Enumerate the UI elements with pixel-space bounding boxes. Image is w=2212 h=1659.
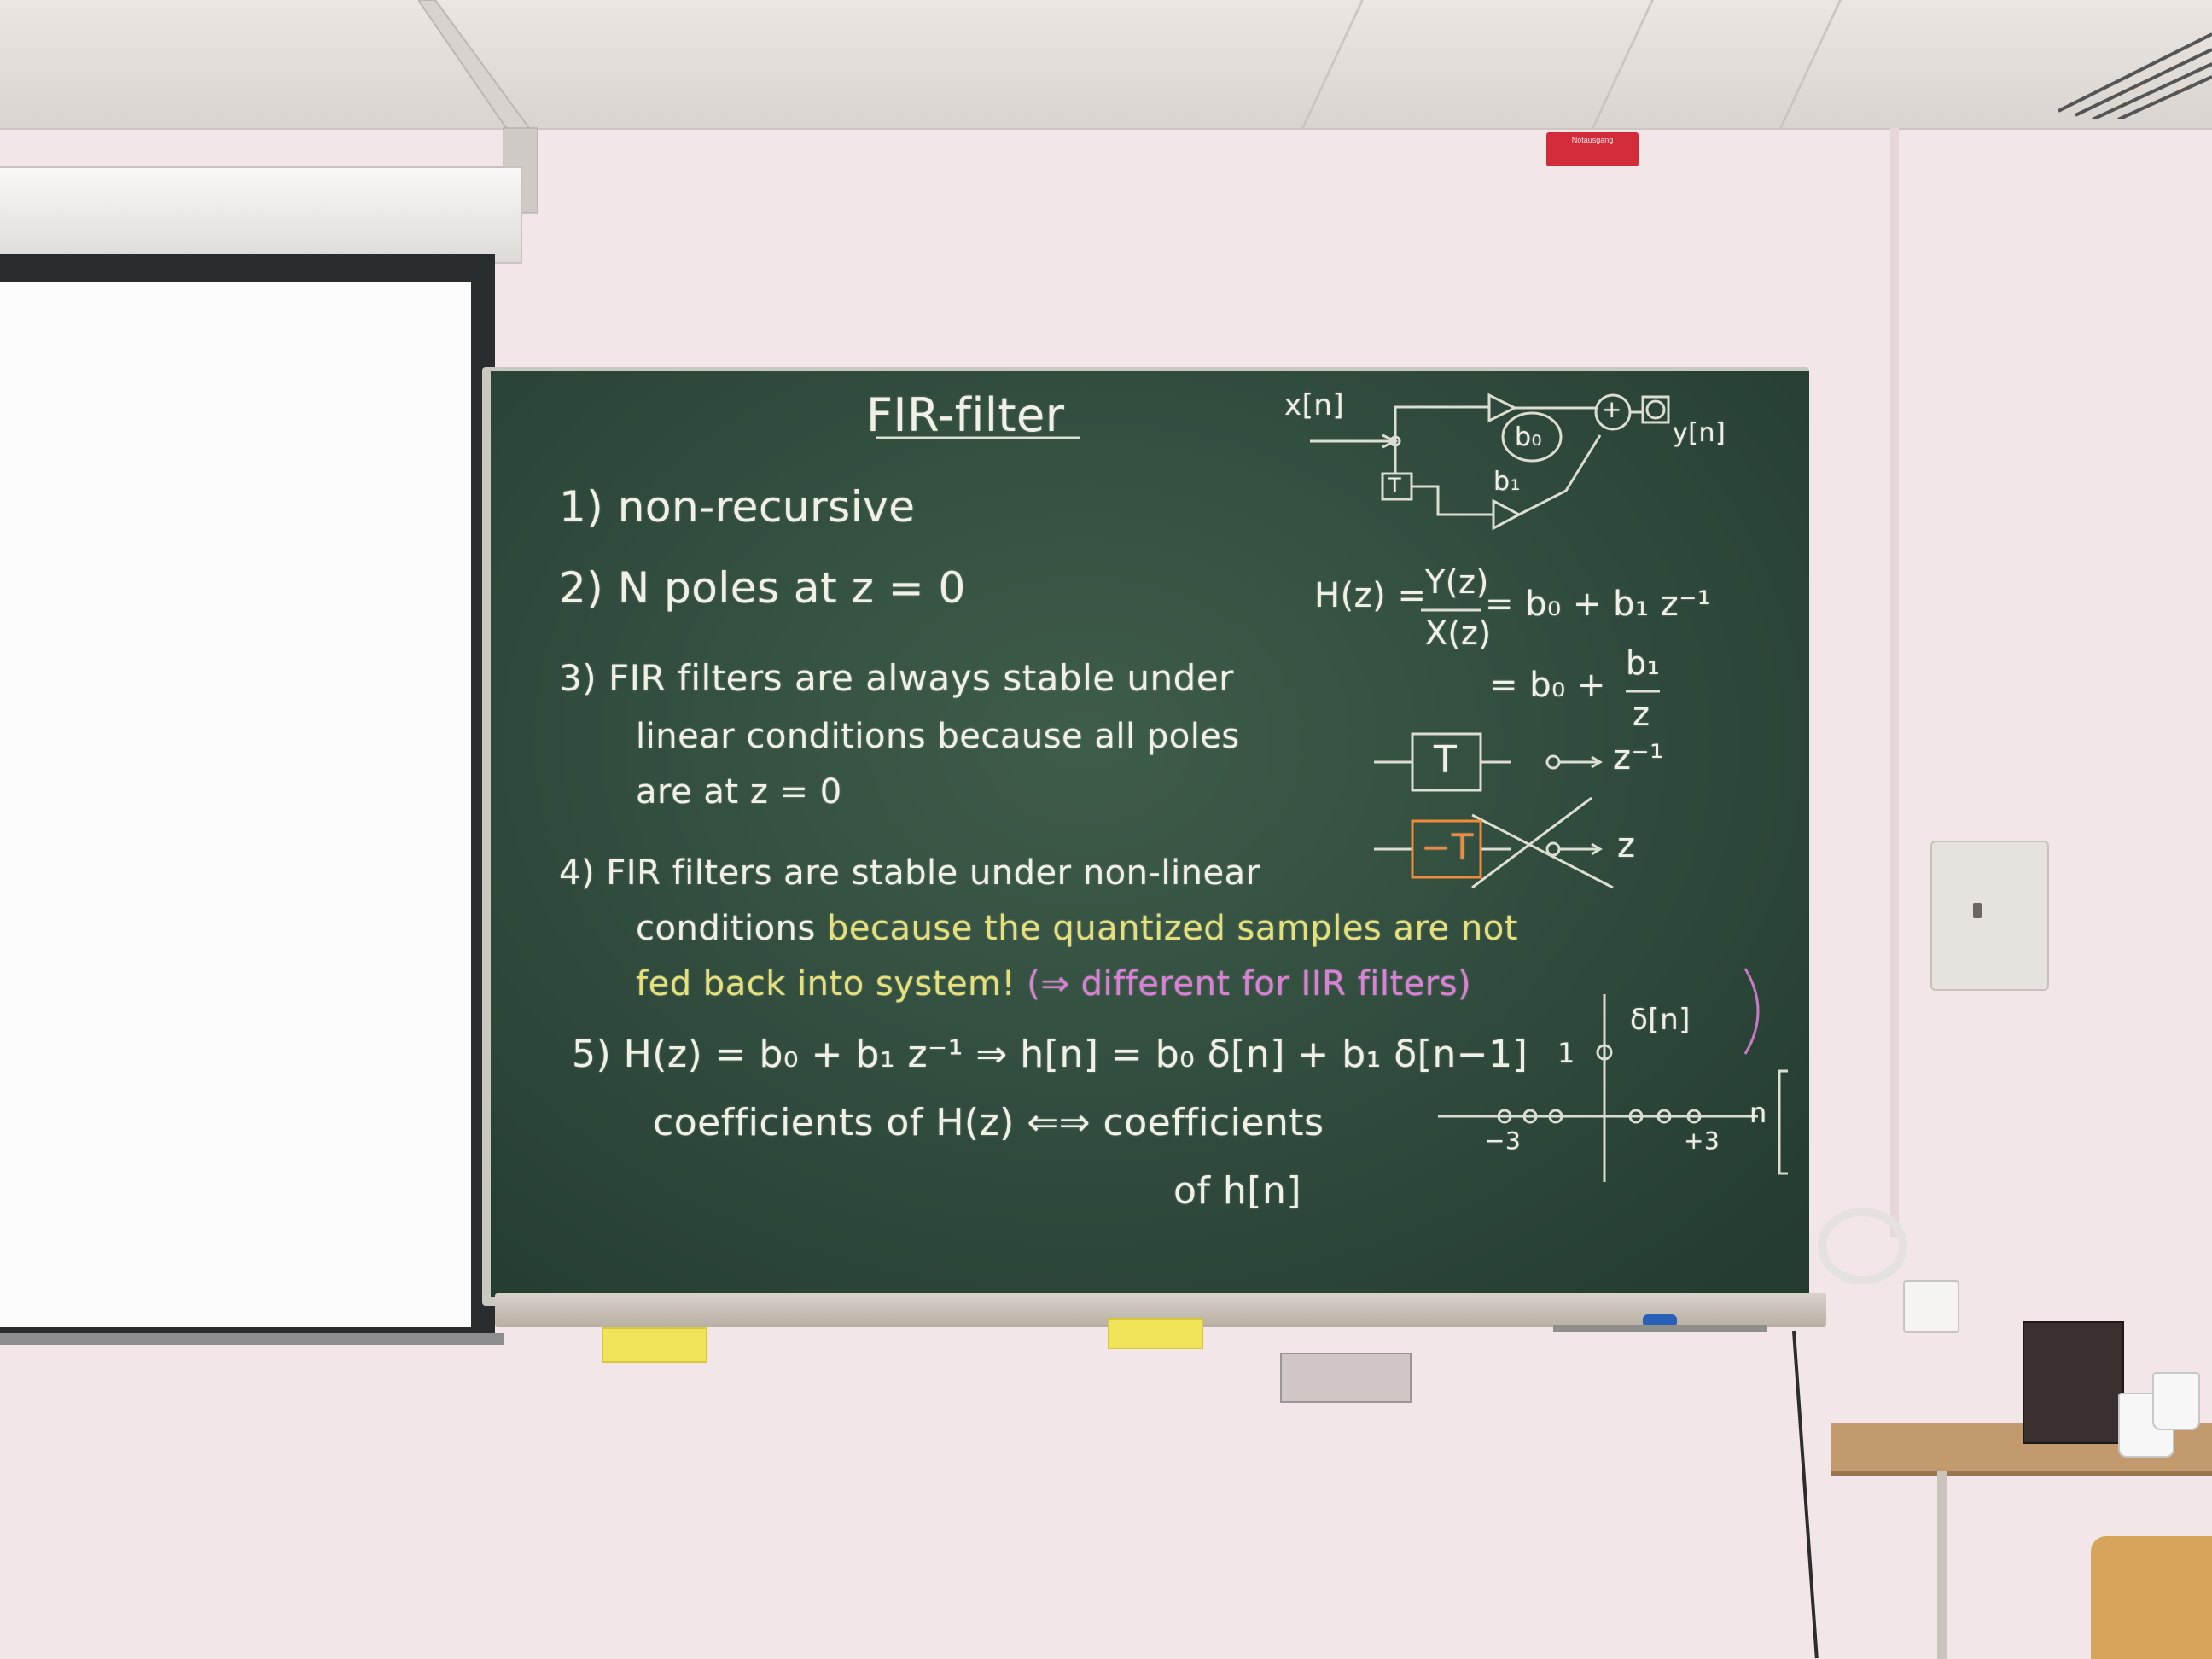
item-4-conditions: conditions bbox=[636, 909, 816, 948]
item-3-line-3: are at z = 0 bbox=[636, 772, 842, 812]
ceiling bbox=[0, 0, 2212, 130]
map-box-t-label: T bbox=[1434, 738, 1458, 782]
item-1: 1) non-recursive bbox=[559, 482, 916, 532]
ceiling-tile-seam bbox=[1301, 0, 1364, 128]
item-5-line-3: of h[n] bbox=[1173, 1169, 1302, 1213]
map-node-1 bbox=[1547, 756, 1559, 768]
item-4-pink: (⇒ different for IIR filters) bbox=[1027, 964, 1472, 1004]
wall-corner bbox=[1890, 128, 1899, 1237]
diagram-gain-b1: b₁ bbox=[1493, 467, 1522, 497]
diagram-output-label: y[n] bbox=[1673, 418, 1726, 448]
diagram-input-label: x[n] bbox=[1284, 388, 1345, 422]
transfer-numerator: Y(z) bbox=[1425, 563, 1489, 601]
cross-out-1 bbox=[1472, 815, 1613, 888]
wall-plate bbox=[1280, 1353, 1412, 1403]
item-4-line-3 bbox=[636, 964, 1471, 1004]
transfer-rhs: = b₀ + b₁ z⁻¹ bbox=[1485, 585, 1712, 624]
power-socket bbox=[1903, 1280, 1959, 1333]
impulse-x-max: +3 bbox=[1684, 1126, 1720, 1155]
exit-sign-text: Notausgang bbox=[1571, 136, 1614, 144]
gain-b1-triangle bbox=[1493, 501, 1519, 528]
transfer-alt-numerator: b₁ bbox=[1626, 644, 1661, 682]
exit-sign bbox=[1546, 132, 1639, 166]
item-3-line-1: 3) FIR filters are always stable under bbox=[559, 657, 1234, 699]
item-5-line-1: 5) H(z) = b₀ + b₁ z⁻¹ ⇒ h[n] = b₀ δ[n] + b₁ δ[n−1] bbox=[572, 1033, 1528, 1076]
diagram-bottom-path bbox=[1412, 486, 1493, 515]
ceiling-tile-seam bbox=[1592, 0, 1654, 128]
item-4-line-2 bbox=[636, 909, 1518, 948]
tray-rail bbox=[1553, 1325, 1767, 1332]
key-icon bbox=[1973, 903, 1982, 918]
cross-out-2 bbox=[1472, 798, 1592, 888]
projector-screen bbox=[0, 282, 471, 1327]
transfer-lhs: H(z) = bbox=[1314, 576, 1427, 615]
transfer-alt-denominator: z bbox=[1633, 696, 1650, 733]
item-5-line-2: coefficients of H(z) ⇐⇒ coefficients bbox=[653, 1101, 1324, 1144]
output-circle bbox=[1647, 401, 1664, 418]
chair bbox=[2091, 1536, 2212, 1659]
chalk-box bbox=[2023, 1321, 2124, 1444]
diagram-gain-b0: b₀ bbox=[1515, 422, 1543, 452]
diagram-delay-label: T bbox=[1388, 474, 1402, 498]
transfer-denominator: X(z) bbox=[1425, 614, 1492, 652]
impulse-y-tick: 1 bbox=[1557, 1037, 1575, 1069]
projector-screen-casing bbox=[0, 166, 522, 264]
power-cable bbox=[1792, 1331, 1819, 1658]
impulse-label: δ[n] bbox=[1630, 1003, 1691, 1037]
ceiling-vent-icon bbox=[2041, 26, 2212, 119]
item-4-yellow-2: fed back into system! bbox=[636, 964, 1016, 1004]
item-4-line-1: 4) FIR filters are stable under non-linear bbox=[559, 853, 1260, 893]
board-eraser-2[interactable] bbox=[1108, 1318, 1203, 1349]
wall-cabinet bbox=[1930, 841, 2049, 991]
item-2: 2) N poles at z = 0 bbox=[559, 563, 966, 613]
impulse-x-min: −3 bbox=[1485, 1126, 1522, 1155]
map-result-1: z⁻¹ bbox=[1613, 738, 1664, 777]
desk-leg bbox=[1937, 1471, 1947, 1659]
projector-screen-bar bbox=[0, 1333, 504, 1345]
transfer-alt: = b₀ + bbox=[1489, 666, 1606, 705]
board-eraser-1[interactable] bbox=[602, 1327, 707, 1363]
impulse-x-axis-label: n bbox=[1749, 1097, 1767, 1129]
ceiling-tile-seam bbox=[1779, 0, 1842, 128]
diagram-sum-label: + bbox=[1602, 395, 1622, 423]
item-4-yellow-1: because the quantized samples are not bbox=[827, 909, 1518, 948]
map-box-minus-t-label: −T bbox=[1421, 826, 1474, 868]
board-title: FIR-filter bbox=[866, 388, 1065, 442]
map-result-2: z bbox=[1617, 826, 1636, 865]
chalkboard bbox=[491, 371, 1809, 1297]
gain-b0-triangle bbox=[1489, 395, 1515, 421]
mug-2 bbox=[2152, 1372, 2200, 1430]
cable-hook bbox=[1818, 1208, 1907, 1284]
diagram-top-path bbox=[1395, 407, 1489, 441]
item-3-line-2: linear conditions because all poles bbox=[636, 717, 1240, 756]
